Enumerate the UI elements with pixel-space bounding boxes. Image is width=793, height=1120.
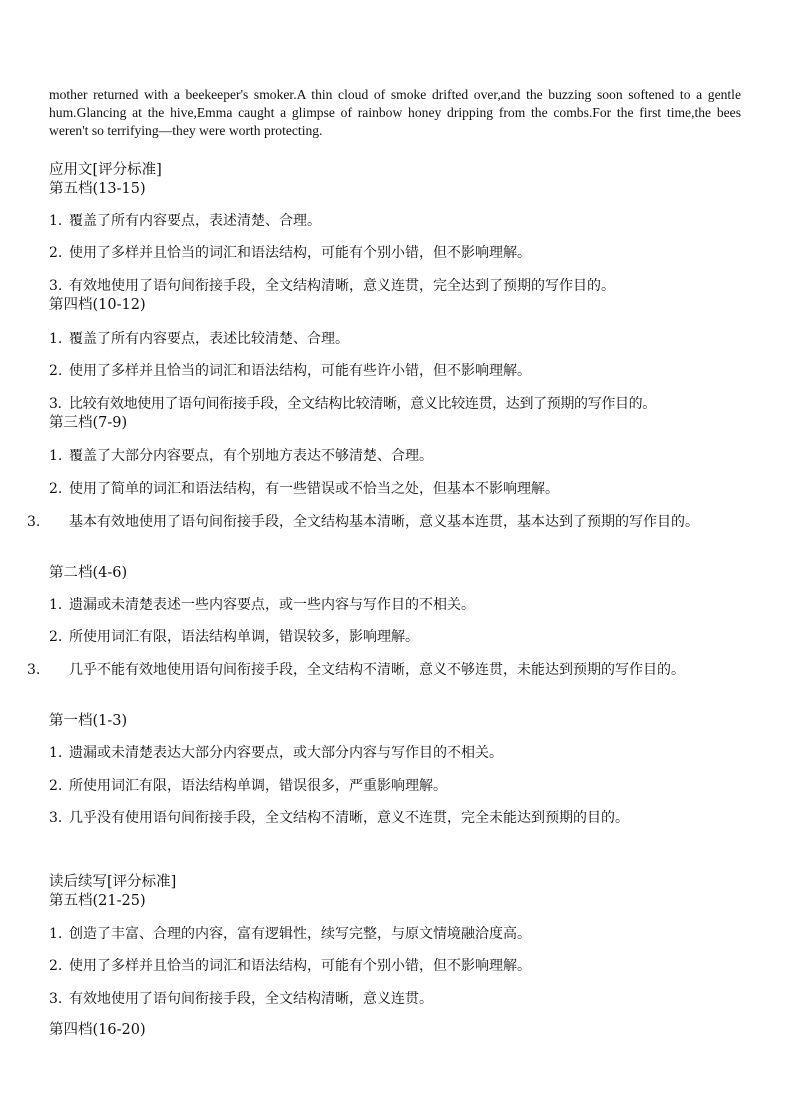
item-text: 覆盖了所有内容要点，表述比较清楚、合理。	[69, 331, 349, 347]
item-number: 1.	[49, 448, 63, 464]
criterion-item	[49, 395, 743, 414]
item-number: 2.	[49, 481, 63, 497]
criterion-item	[27, 661, 743, 680]
item-number: 1.	[49, 597, 63, 613]
item-text: 基本有效地使用了语句间衔接手段，全文结构基本清晰，意义基本连贯，基本达到了预期的写作目的。	[69, 514, 699, 530]
item-text: 使用了多样并且恰当的词汇和语法结构，可能有个别小错，但不影响理解。	[69, 245, 531, 261]
criterion-item	[49, 777, 743, 796]
criterion-item	[49, 744, 743, 763]
item-text: 使用了多样并且恰当的词汇和语法结构，可能有些许小错，但不影响理解。	[69, 363, 531, 379]
item-text: 几乎没有使用语句间衔接手段，全文结构不清晰，意义不连贯，完全未能达到预期的目的。	[69, 810, 629, 826]
item-number: 3.	[27, 514, 41, 530]
criterion-item	[49, 480, 743, 499]
item-text: 有效地使用了语句间衔接手段，全文结构清晰，意义连贯。	[69, 991, 433, 1007]
item-text: 比较有效地使用了语句间衔接手段，全文结构比较清晰，意义比较连贯，达到了预期的写作目的。	[69, 396, 656, 412]
item-text: 有效地使用了语句间衔接手段，全文结构清晰，意义连贯，完全达到了预期的写作目的。	[69, 278, 615, 294]
item-text: 所使用词汇有限，语法结构单调，错误较多，影响理解。	[69, 629, 419, 645]
criterion-item	[49, 596, 743, 615]
tier-heading: 第四档(10-12)	[49, 297, 146, 313]
item-number: 3.	[49, 396, 62, 412]
item-number: 3.	[49, 991, 63, 1007]
section-title-practical: 应用文[评分标准]	[49, 162, 162, 178]
criterion-item	[49, 362, 743, 381]
item-number: 2.	[49, 958, 63, 974]
essay-paragraph: mother returned with a beekeeper's smoker.A thin cloud of smoke drifted over,and the buzzing soon softened to a gentle hum.Glancing at the hive,Emma caught a glimpse of rainbow honey dripping from the combs.For the first time,the bees weren't so terrifying—they were worth protecting.	[49, 87, 741, 138]
item-text: 使用了多样并且恰当的词汇和语法结构，可能有个别小错，但不影响理解。	[69, 958, 531, 974]
item-text: 遗漏或未清楚表达大部分内容要点，或大部分内容与写作目的不相关。	[69, 745, 503, 761]
criterion-item	[49, 628, 743, 647]
item-number: 3.	[49, 810, 63, 826]
tier-heading: 第五档(21-25)	[49, 893, 146, 909]
item-number: 3.	[27, 662, 41, 678]
item-text: 所使用词汇有限，语法结构单调，错误很多，严重影响理解。	[69, 778, 447, 794]
tier-heading: 第二档(4-6)	[49, 565, 128, 581]
item-number: 2.	[49, 778, 63, 794]
criterion-item	[49, 809, 743, 828]
item-text: 覆盖了大部分内容要点，有个别地方表达不够清楚、合理。	[69, 448, 433, 464]
section-title-continuation: 读后续写[评分标准]	[49, 874, 177, 890]
tier-heading: 第三档(7-9)	[49, 415, 128, 431]
criterion-item	[49, 447, 743, 466]
item-number: 1.	[49, 926, 63, 942]
item-number: 1.	[49, 331, 63, 347]
item-number: 2.	[49, 629, 63, 645]
criterion-item	[49, 957, 743, 976]
item-text: 创造了丰富、合理的内容，富有逻辑性，续写完整，与原文情境融洽度高。	[69, 926, 531, 942]
item-text: 几乎不能有效地使用语句间衔接手段，全文结构不清晰，意义不够连贯，未能达到预期的写作目的。	[69, 662, 685, 678]
item-number: 2.	[49, 363, 63, 379]
criterion-item	[49, 244, 743, 263]
tier-heading: 第一档(1-3)	[49, 713, 128, 729]
criterion-item	[27, 513, 743, 532]
criterion-item	[49, 990, 743, 1009]
item-number: 2.	[49, 245, 63, 261]
tier-heading: 第四档(16-20)	[49, 1022, 146, 1038]
item-number: 1.	[49, 745, 63, 761]
tier-heading: 第五档(13-15)	[49, 181, 146, 197]
criterion-item	[49, 212, 743, 231]
criterion-item	[49, 330, 743, 349]
item-number: 1.	[49, 213, 63, 229]
item-text: 使用了简单的词汇和语法结构，有一些错误或不恰当之处，但基本不影响理解。	[69, 481, 559, 497]
item-text: 遗漏或未清楚表述一些内容要点，或一些内容与写作目的不相关。	[69, 597, 475, 613]
criterion-item	[49, 925, 743, 944]
item-text: 覆盖了所有内容要点，表述清楚、合理。	[69, 213, 321, 229]
criterion-item	[49, 277, 743, 296]
item-number: 3.	[49, 278, 63, 294]
